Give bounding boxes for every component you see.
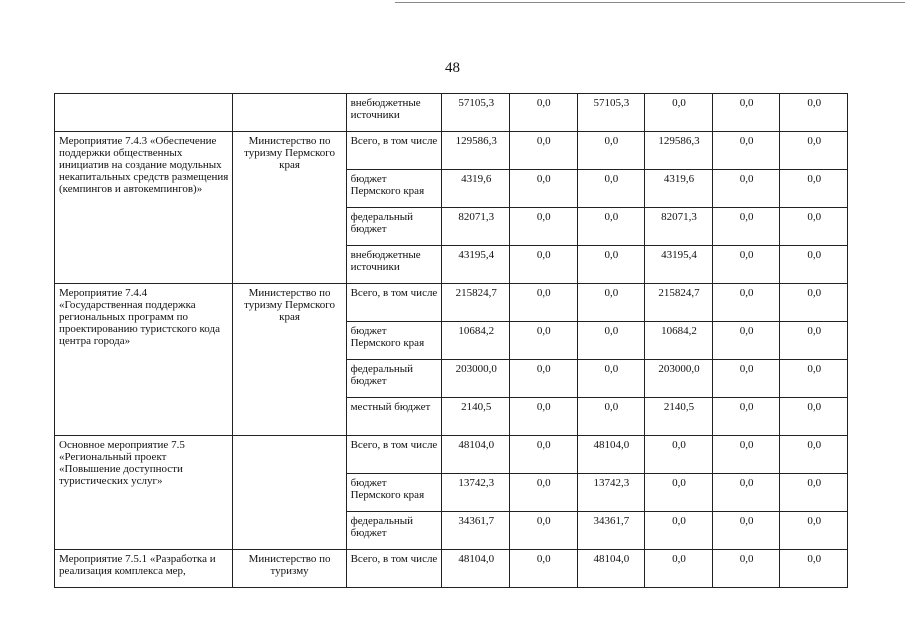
- value-cell: 48104,0: [442, 550, 510, 588]
- value-cell: 10684,2: [645, 322, 713, 360]
- value-cell: 0,0: [712, 94, 780, 132]
- value-cell: 0,0: [712, 208, 780, 246]
- value-cell: 48104,0: [442, 436, 510, 474]
- page-number: 48: [445, 60, 460, 76]
- value-cell: 0,0: [510, 474, 578, 512]
- value-cell: 13742,3: [442, 474, 510, 512]
- value-cell: 0,0: [645, 436, 713, 474]
- activity-name-cell: Мероприятие 7.4.3 «Обеспечение поддержки общественных инициатив на создание модульных некапитальных средств размещения (кемпингов и автокемпингов)»: [55, 132, 233, 284]
- value-cell: 4319,6: [645, 170, 713, 208]
- funding-source-cell: федеральный бюджет: [346, 512, 442, 550]
- value-cell: 0,0: [712, 436, 780, 474]
- table-row: [55, 284, 848, 322]
- executor-cell: Министерство по туризму Пермского края: [232, 284, 346, 436]
- value-cell: 0,0: [510, 550, 578, 588]
- table-row: [55, 550, 848, 588]
- value-cell: 203000,0: [645, 360, 713, 398]
- value-cell: 82071,3: [645, 208, 713, 246]
- value-cell: 0,0: [712, 550, 780, 588]
- value-cell: 0,0: [577, 170, 645, 208]
- value-cell: 0,0: [780, 170, 848, 208]
- executor-cell: Министерство по туризму Пермского края: [232, 132, 346, 284]
- value-cell: 0,0: [712, 512, 780, 550]
- value-cell: 0,0: [712, 170, 780, 208]
- page-top-rule: [395, 2, 905, 3]
- value-cell: 0,0: [510, 436, 578, 474]
- value-cell: 0,0: [510, 132, 578, 170]
- value-cell: 2140,5: [645, 398, 713, 436]
- value-cell: 82071,3: [442, 208, 510, 246]
- value-cell: 10684,2: [442, 322, 510, 360]
- value-cell: 129586,3: [645, 132, 713, 170]
- value-cell: 4319,6: [442, 170, 510, 208]
- funding-source-cell: бюджет Пермского края: [346, 170, 442, 208]
- value-cell: 0,0: [712, 246, 780, 284]
- value-cell: 34361,7: [577, 512, 645, 550]
- table-row: [55, 436, 848, 474]
- value-cell: 0,0: [780, 550, 848, 588]
- value-cell: 0,0: [780, 436, 848, 474]
- funding-source-cell: федеральный бюджет: [346, 208, 442, 246]
- value-cell: 0,0: [780, 132, 848, 170]
- value-cell: 0,0: [645, 550, 713, 588]
- table-row: [55, 94, 848, 132]
- funding-source-cell: бюджет Пермского края: [346, 474, 442, 512]
- activity-name-cell: Мероприятие 7.5.1 «Разработка и реализация комплекса мер,: [55, 550, 233, 588]
- funding-source-cell: бюджет Пермского края: [346, 322, 442, 360]
- executor-cell: Министерство по туризму: [232, 550, 346, 588]
- value-cell: 129586,3: [442, 132, 510, 170]
- activity-name-cell: [55, 94, 233, 132]
- value-cell: 0,0: [712, 284, 780, 322]
- value-cell: 43195,4: [645, 246, 713, 284]
- value-cell: 215824,7: [442, 284, 510, 322]
- value-cell: 0,0: [712, 360, 780, 398]
- value-cell: 43195,4: [442, 246, 510, 284]
- value-cell: 0,0: [510, 284, 578, 322]
- value-cell: 0,0: [712, 132, 780, 170]
- value-cell: 0,0: [780, 208, 848, 246]
- funding-source-cell: Всего, в том числе: [346, 436, 442, 474]
- funding-source-cell: федеральный бюджет: [346, 360, 442, 398]
- value-cell: 0,0: [577, 360, 645, 398]
- value-cell: 48104,0: [577, 436, 645, 474]
- executor-cell: [232, 436, 346, 550]
- funding-source-cell: местный бюджет: [346, 398, 442, 436]
- value-cell: 0,0: [577, 398, 645, 436]
- value-cell: 0,0: [577, 246, 645, 284]
- value-cell: 0,0: [645, 474, 713, 512]
- value-cell: 48104,0: [577, 550, 645, 588]
- value-cell: 0,0: [510, 208, 578, 246]
- value-cell: 0,0: [712, 474, 780, 512]
- value-cell: 0,0: [577, 132, 645, 170]
- value-cell: 0,0: [780, 512, 848, 550]
- value-cell: 0,0: [780, 322, 848, 360]
- activity-name-cell: Основное мероприятие 7.5 «Региональный проект «Повышение доступности туристических услуг»: [55, 436, 233, 550]
- value-cell: 215824,7: [645, 284, 713, 322]
- value-cell: 203000,0: [442, 360, 510, 398]
- funding-source-cell: Всего, в том числе: [346, 284, 442, 322]
- value-cell: 0,0: [510, 512, 578, 550]
- budget-table: [54, 93, 848, 588]
- value-cell: 0,0: [780, 94, 848, 132]
- value-cell: 57105,3: [442, 94, 510, 132]
- value-cell: 0,0: [577, 208, 645, 246]
- value-cell: 0,0: [510, 322, 578, 360]
- value-cell: 0,0: [510, 360, 578, 398]
- value-cell: 0,0: [645, 94, 713, 132]
- value-cell: 0,0: [577, 284, 645, 322]
- value-cell: 2140,5: [442, 398, 510, 436]
- funding-source-cell: Всего, в том числе: [346, 132, 442, 170]
- value-cell: 0,0: [780, 474, 848, 512]
- value-cell: 0,0: [780, 284, 848, 322]
- value-cell: 0,0: [712, 398, 780, 436]
- value-cell: 0,0: [510, 398, 578, 436]
- value-cell: 0,0: [510, 170, 578, 208]
- executor-cell: [232, 94, 346, 132]
- funding-source-cell: Всего, в том числе: [346, 550, 442, 588]
- value-cell: 13742,3: [577, 474, 645, 512]
- value-cell: 0,0: [645, 512, 713, 550]
- value-cell: 0,0: [780, 246, 848, 284]
- activity-name-cell: Мероприятие 7.4.4 «Государственная поддержка региональных программ по проектированию туристского кода центра города»: [55, 284, 233, 436]
- value-cell: 0,0: [780, 398, 848, 436]
- value-cell: 0,0: [712, 322, 780, 360]
- value-cell: 34361,7: [442, 512, 510, 550]
- value-cell: 0,0: [780, 360, 848, 398]
- funding-source-cell: внебюджетные источники: [346, 94, 442, 132]
- value-cell: 0,0: [510, 246, 578, 284]
- funding-source-cell: внебюджетные источники: [346, 246, 442, 284]
- value-cell: 57105,3: [577, 94, 645, 132]
- table-row: [55, 132, 848, 170]
- value-cell: 0,0: [510, 94, 578, 132]
- value-cell: 0,0: [577, 322, 645, 360]
